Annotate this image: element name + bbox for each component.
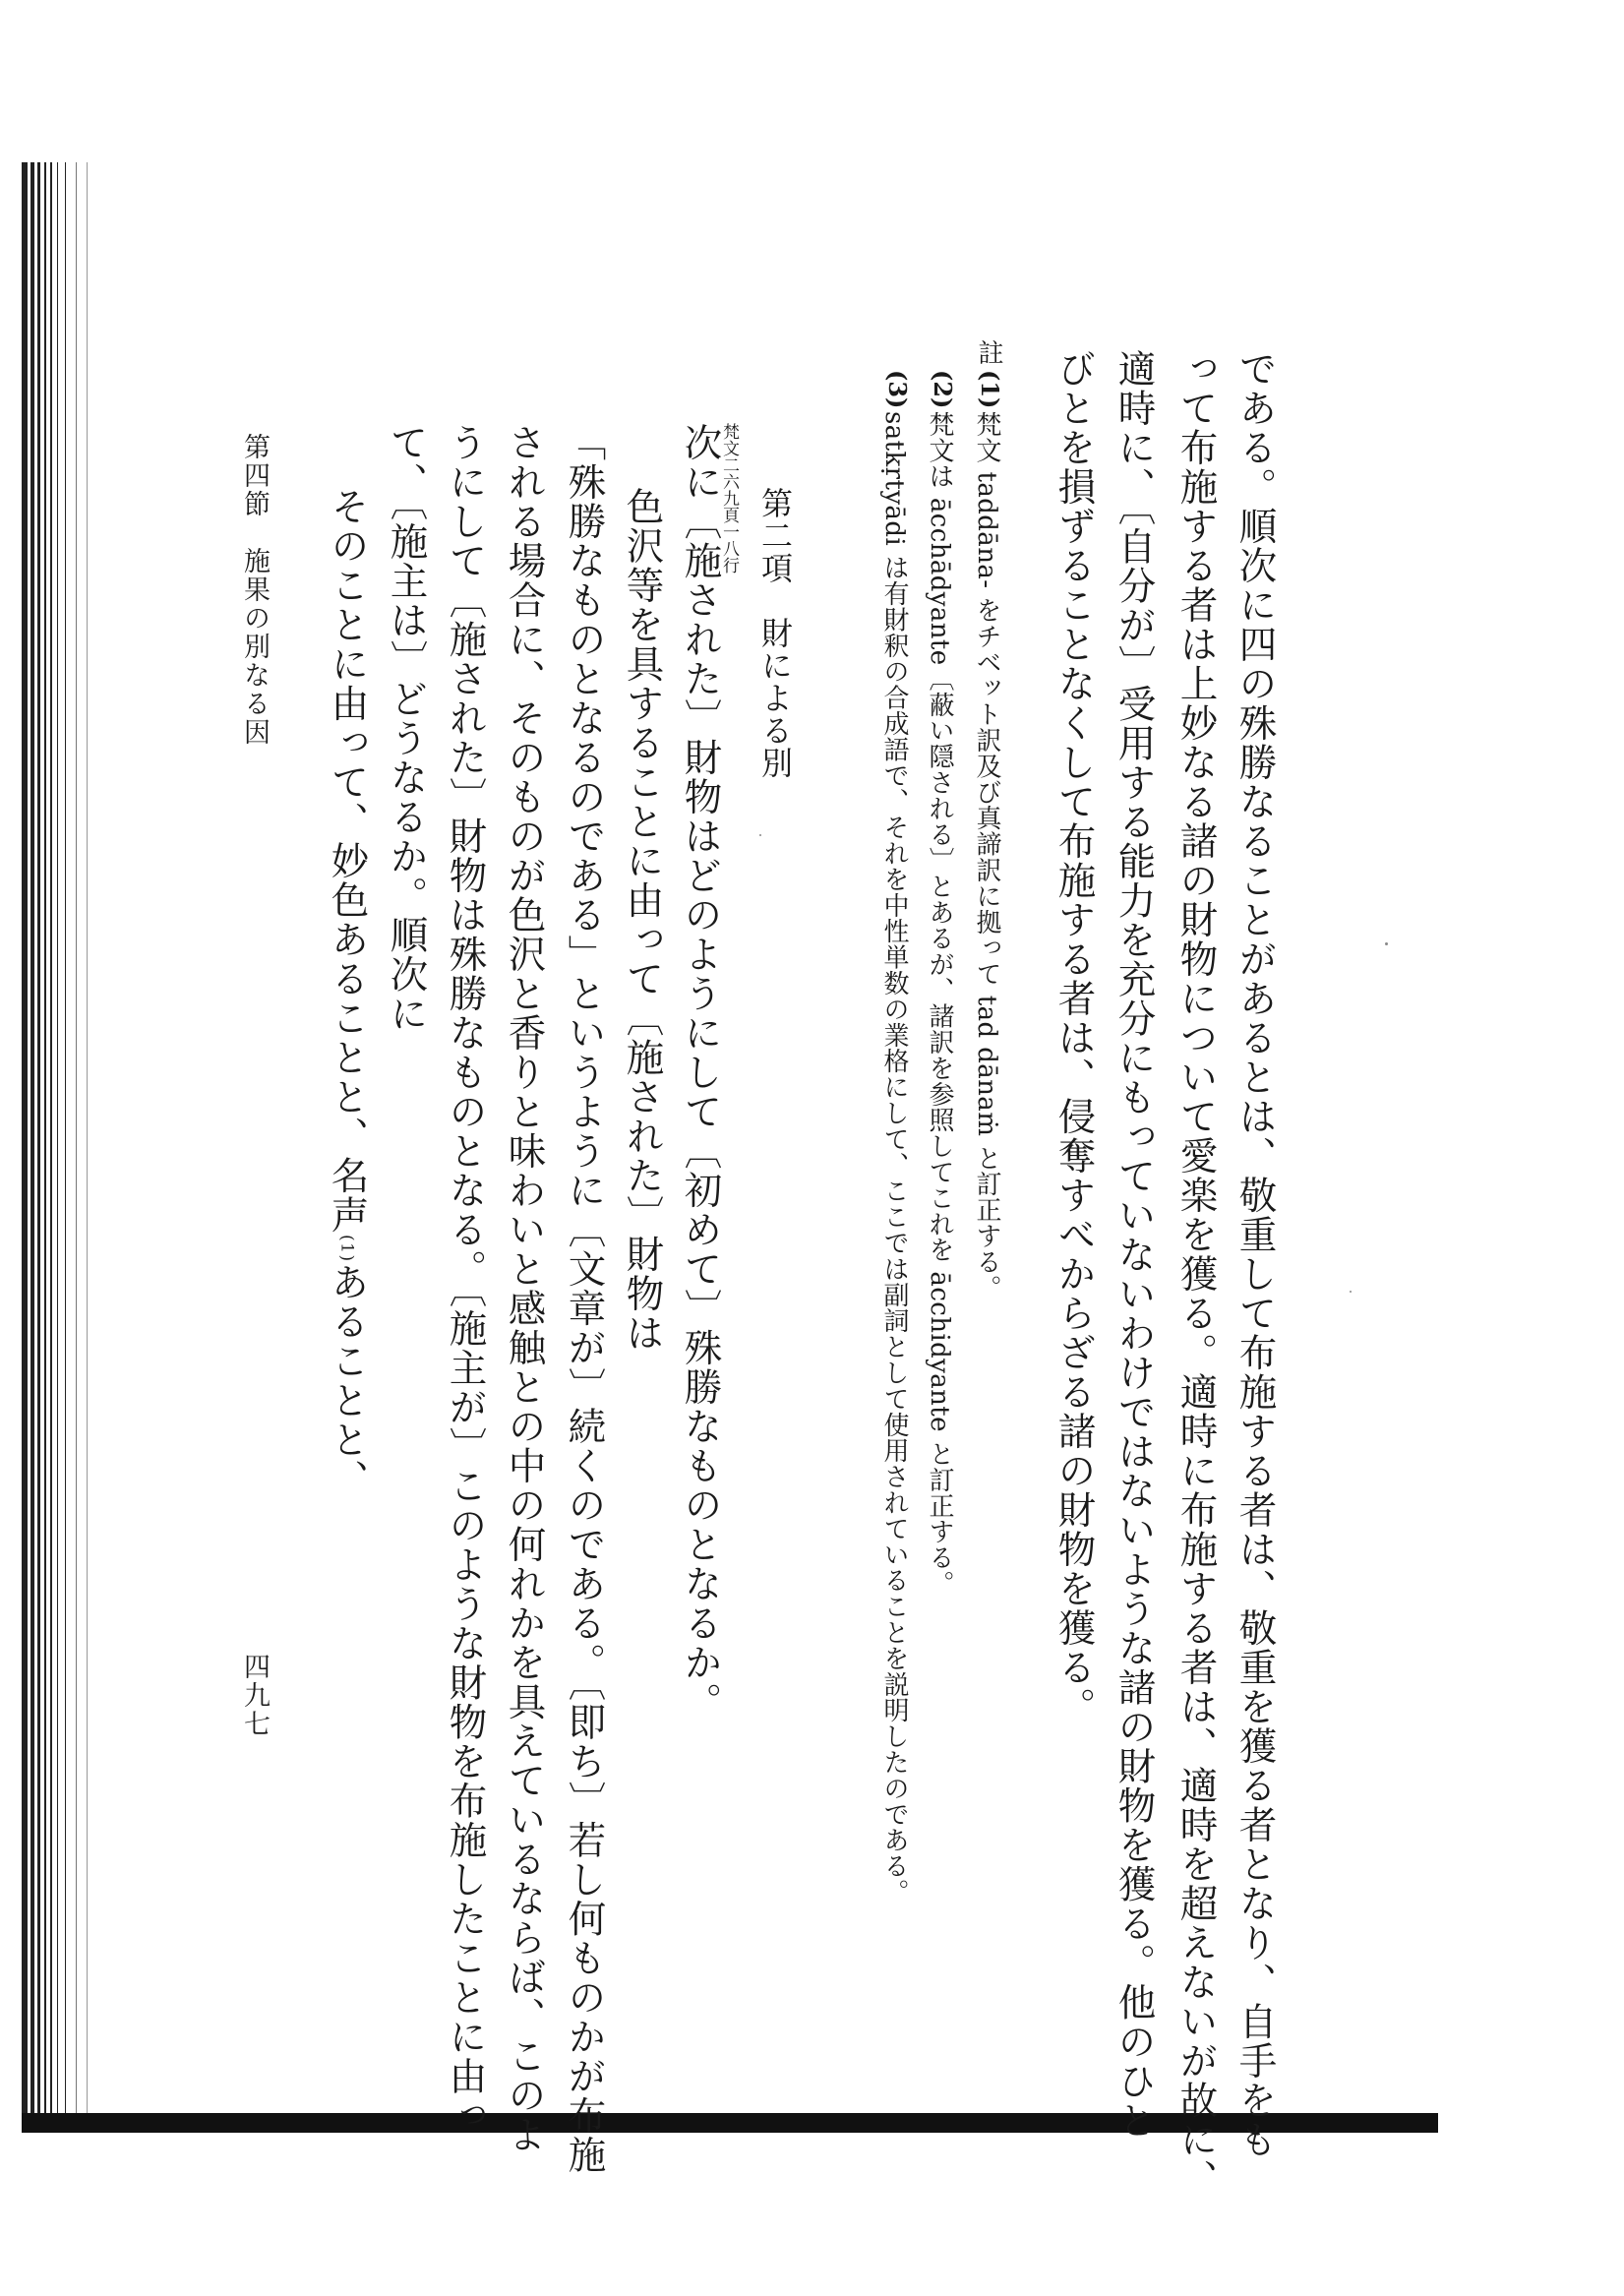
note-3-number: (3) [883, 370, 912, 409]
scan-speck [1350, 1291, 1352, 1293]
body-line-9: うにして〔施された〕財物は殊勝なものとなる。〔施主が〕このような財物を布施したことに由っ [443, 423, 488, 2136]
body-line-11-part-1: そのことに由って、妙色あることと、名声 [325, 487, 370, 1235]
scan-speck [1385, 942, 1388, 945]
scan-speck [759, 834, 761, 836]
note-3-text: satkṛtyādi は有財釈の合成語で、それを中性単数の業格にして、ここでは副詞として使用されていることを説明したのである。 [879, 411, 909, 1905]
note-1-number: (1) [976, 370, 1004, 409]
section-heading: 第二項 財による別 [756, 487, 794, 779]
book-binding-shadow [22, 162, 89, 2120]
body-line-3: 適時に、〔自分が〕受用する能力を充分にもっていないわけではないような諸の財物を獲る。他のひと [1112, 349, 1157, 2141]
note-2-number: (2) [929, 370, 957, 409]
sanskrit-page-reference: 梵文二六九頁一八行 [719, 423, 739, 574]
body-line-6: 色沢等を具することに由って〔施された〕財物は [620, 487, 665, 1353]
body-line-4: びとを損ずることなくして布施する者は、侵奪すべからざる諸の財物を獲る。 [1052, 349, 1097, 1726]
body-line-7: 「殊勝なものとなるのである」というように〔文章が〕続くのである。〔即ち〕若し何ものかが布施 [562, 423, 607, 2175]
body-line-10: て、〔施主は〕どうなるか。順次に [384, 423, 429, 1034]
body-line-2: って布施する者は上妙なる諸の財物について愛楽を獲る。適時に布施する者は、適時を超えないが故に、 [1173, 349, 1219, 2199]
running-footer: 第四節 施果の別なる因 [239, 433, 270, 747]
footnote-marker-1: (1) [336, 1235, 357, 1263]
page-bottom-edge [22, 2113, 1438, 2133]
body-line-11 [325, 487, 370, 1499]
body-line-5: 次に〔施された〕財物はどのようにして〔初めて〕殊勝なものとなるか。 [678, 423, 723, 1722]
body-line-8: される場合に、そのものが色沢と香りと味わいと感触との中の何れかを具えているならば、このよ [502, 423, 547, 2154]
body-line-11-part-2: あることと、 [325, 1262, 370, 1499]
note-1-text: 梵文 taddāna- をチベット訳及び真諦訳に拠って tad dānaṁ と訂正する。 [972, 411, 1001, 1301]
notes-label: 註 [974, 339, 1003, 366]
note-2-text: 梵文は ācchādyante〔蔽い隠される〕とあるが、諸訳を参照してこれを ācchidyante と訂正する。 [925, 411, 954, 1597]
page-number: 四九七 [239, 1653, 270, 1738]
body-line-1: である。順次に四の殊勝なることがあるとは、敬重して布施する者は、敬重を獲る者となり、自手をも [1233, 349, 1278, 2159]
